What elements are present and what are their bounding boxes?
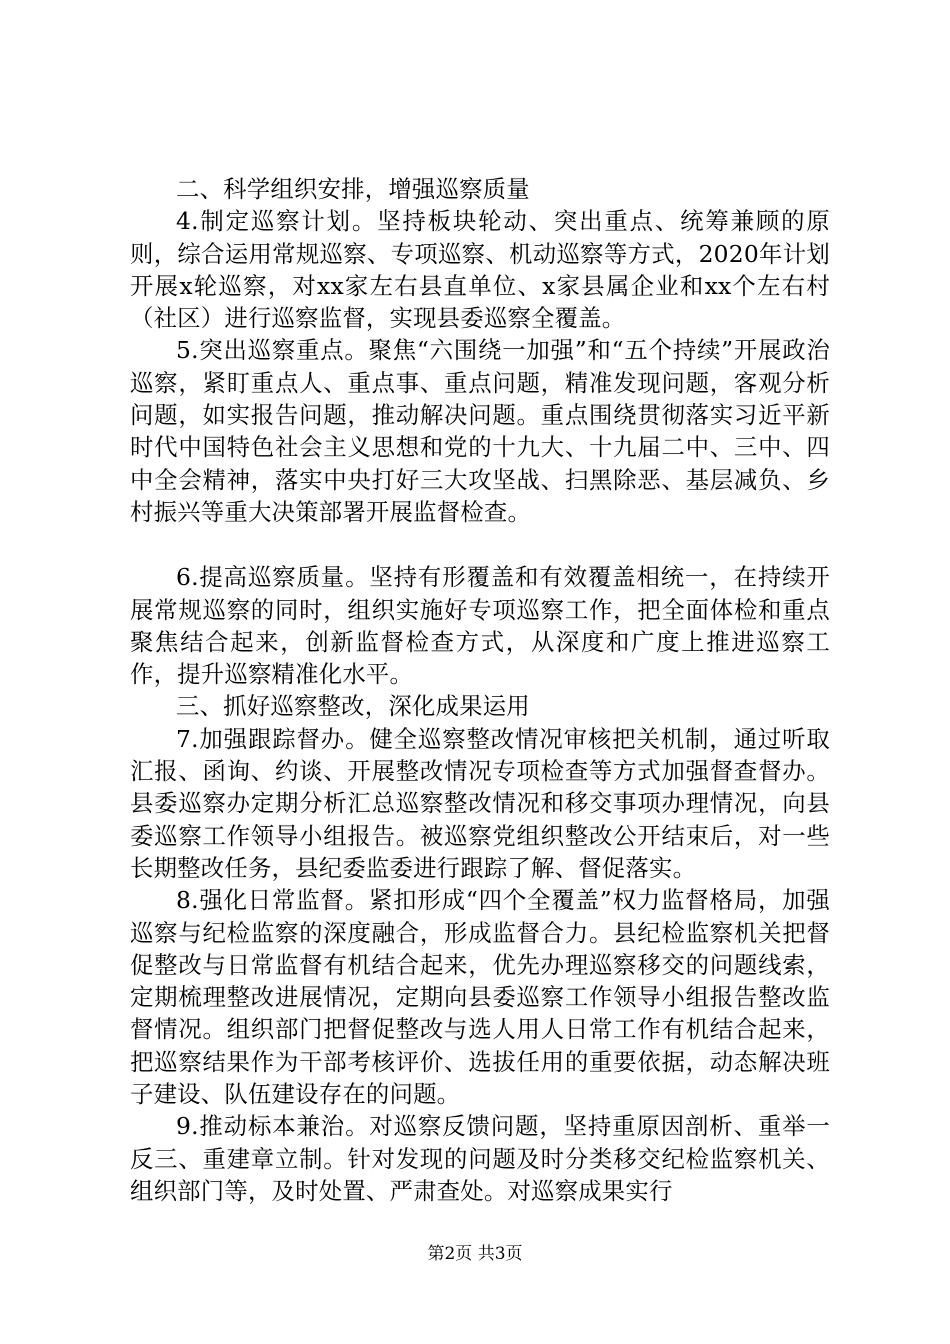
page-number-footer: 第2页 共3页 [427,1244,523,1264]
paragraph-item-9: 9.推动标本兼治。对巡察反馈问题，坚持重原因剖析、重举一反三、重建章立制。针对发现的问题及时分类移交纪检监察机关、组织部门等，及时处置、严肃查处。对巡察成果实行 [130,1112,830,1205]
paragraph-item-7: 7.加强跟踪督办。健全巡察整改情况审核把关机制，通过听取汇报、函询、约谈、开展整改情况专项检查等方式加强督查督办。县委巡察办定期分析汇总巡察整改情况和移交事项办理情况，向县委巡察工作领导小组报告。被巡察党组织整改公开结束后，对一些长期整改任务，县纪委监委进行跟踪了解、督促落实。 [130,724,830,882]
paragraph-item-4: 4.制定巡察计划。坚持板块轮动、突出重点、统筹兼顾的原则，综合运用常规巡察、专项巡察、机动巡察等方式，2020年计划开展x轮巡察，对xx家左右县直单位、x家县属企业和xx个左右村（社区）进行巡察监督，实现县委巡察全覆盖。 [130,207,830,333]
section-heading-2: 二、科学组织安排，增强巡察质量 [176,175,530,203]
paragraph-item-5: 5.突出巡察重点。聚焦“六围绕一加强”和“五个持续”开展政治巡察，紧盯重点人、重点事、重点问题，精准发现问题，客观分析问题，如实报告问题，推动解决问题。重点围绕贯彻落实习近平新时代中国特色社会主义思想和党的十九大、十九届二中、三中、四中全会精神，落实中央打好三大攻坚战、扫黑除恶、基层减负、乡村振兴等重大决策部署开展监督检查。 [130,336,830,526]
paragraph-item-8: 8.强化日常监督。紧扣形成“四个全覆盖”权力监督格局，加强巡察与纪检监察的深度融合，形成监督合力。县纪检监察机关把督促整改与日常监督有机结合起来，优先办理巡察移交的问题线索，定期梳理整改进展情况，定期向县委巡察工作领导小组报告整改监督情况。组织部门把督促整改与选人用人日常工作有机结合起来，把巡察结果作为干部考核评价、选拔任用的重要依据，动态解决班子建设、队伍建设存在的问题。 [130,886,830,1109]
paragraph-item-6: 6.提高巡察质量。坚持有形覆盖和有效覆盖相统一，在持续开展常规巡察的同时，组织实施好专项巡察工作，把全面体检和重点聚焦结合起来，创新监督检查方式，从深度和广度上推进巡察工作，提升巡察精准化水平。 [130,563,830,689]
document-body [130,173,830,1207]
section-heading-3: 三、抓好巡察整改，深化成果运用 [176,692,530,721]
